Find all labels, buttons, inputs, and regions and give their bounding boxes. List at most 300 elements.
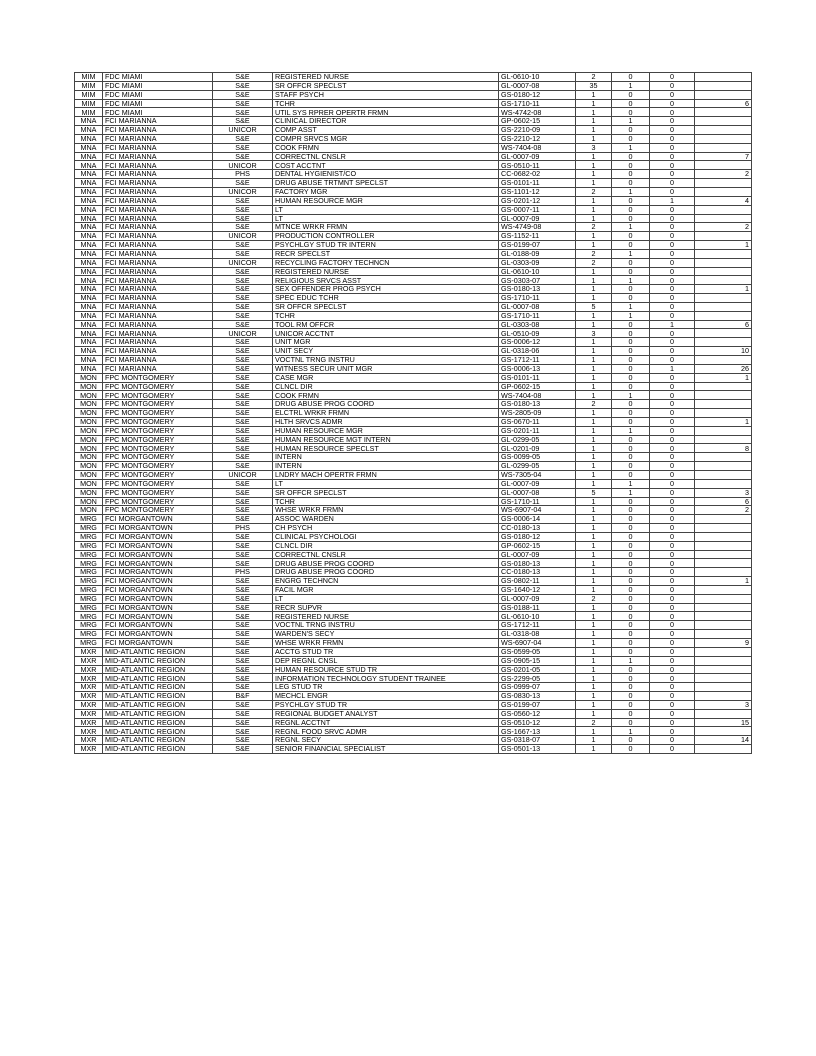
position-title-cell: UTIL SYS RPRER OPERTR FRMN bbox=[273, 108, 499, 117]
count-b-cell: 1 bbox=[612, 302, 650, 311]
count-a-cell: 1 bbox=[576, 99, 612, 108]
count-b-cell: 0 bbox=[612, 647, 650, 656]
count-b-cell: 1 bbox=[612, 311, 650, 320]
count-c-cell: 0 bbox=[650, 373, 695, 382]
count-c-cell: 0 bbox=[650, 612, 695, 621]
fund-cell: S&E bbox=[213, 347, 273, 356]
count-a-cell: 1 bbox=[576, 603, 612, 612]
fund-cell: S&E bbox=[213, 179, 273, 188]
table-row bbox=[75, 444, 752, 453]
grade-cell: GS-1712-11 bbox=[499, 356, 576, 365]
institution-cell: FCI MORGANTOWN bbox=[103, 603, 213, 612]
count-a-cell: 1 bbox=[576, 683, 612, 692]
table-row bbox=[75, 426, 752, 435]
count-d-cell bbox=[695, 709, 752, 718]
count-c-cell: 0 bbox=[650, 187, 695, 196]
institution-cell: FCI MARIANNA bbox=[103, 223, 213, 232]
grade-cell: GS-0201-11 bbox=[499, 426, 576, 435]
count-d-cell: 1 bbox=[695, 417, 752, 426]
table-row bbox=[75, 417, 752, 426]
location-code-cell: MRG bbox=[75, 541, 103, 550]
institution-cell: FCI MARIANNA bbox=[103, 249, 213, 258]
position-title-cell: DRUG ABUSE PROG COORD bbox=[273, 568, 499, 577]
grade-cell: GL-0007-09 bbox=[499, 152, 576, 161]
position-title-cell: SENIOR FINANCIAL SPECIALIST bbox=[273, 745, 499, 754]
grade-cell: WS-6907-04 bbox=[499, 639, 576, 648]
count-d-cell bbox=[695, 134, 752, 143]
table-row bbox=[75, 577, 752, 586]
institution-cell: FCI MARIANNA bbox=[103, 143, 213, 152]
grade-cell: GL-0610-10 bbox=[499, 73, 576, 82]
table-row bbox=[75, 276, 752, 285]
position-title-cell: CLINICAL DIRECTOR bbox=[273, 117, 499, 126]
table-row bbox=[75, 285, 752, 294]
grade-cell: WS-6907-04 bbox=[499, 506, 576, 515]
institution-cell: FPC MONTGOMERY bbox=[103, 409, 213, 418]
fund-cell: PHS bbox=[213, 170, 273, 179]
table-row bbox=[75, 453, 752, 462]
grade-cell: GS-0180-13 bbox=[499, 400, 576, 409]
table-row bbox=[75, 187, 752, 196]
location-code-cell: MON bbox=[75, 391, 103, 400]
location-code-cell: MXR bbox=[75, 727, 103, 736]
count-d-cell bbox=[695, 126, 752, 135]
table-row bbox=[75, 665, 752, 674]
table-row bbox=[75, 745, 752, 754]
fund-cell: S&E bbox=[213, 585, 273, 594]
count-a-cell: 5 bbox=[576, 302, 612, 311]
count-a-cell: 1 bbox=[576, 214, 612, 223]
table-row bbox=[75, 550, 752, 559]
institution-cell: FPC MONTGOMERY bbox=[103, 497, 213, 506]
fund-cell: S&E bbox=[213, 435, 273, 444]
institution-cell: MID-ATLANTIC REGION bbox=[103, 692, 213, 701]
count-b-cell: 0 bbox=[612, 329, 650, 338]
count-c-cell: 0 bbox=[650, 417, 695, 426]
count-d-cell bbox=[695, 329, 752, 338]
count-c-cell: 0 bbox=[650, 453, 695, 462]
count-c-cell: 0 bbox=[650, 143, 695, 152]
count-d-cell bbox=[695, 81, 752, 90]
count-b-cell: 0 bbox=[612, 612, 650, 621]
position-title-cell: FACIL MGR bbox=[273, 585, 499, 594]
count-b-cell: 0 bbox=[612, 506, 650, 515]
fund-cell: S&E bbox=[213, 152, 273, 161]
fund-cell: S&E bbox=[213, 294, 273, 303]
table-row bbox=[75, 214, 752, 223]
count-a-cell: 1 bbox=[576, 435, 612, 444]
count-d-cell bbox=[695, 727, 752, 736]
table-row bbox=[75, 700, 752, 709]
fund-cell: UNICOR bbox=[213, 161, 273, 170]
institution-cell: FCI MARIANNA bbox=[103, 347, 213, 356]
grade-cell: WS-2805-09 bbox=[499, 409, 576, 418]
count-d-cell bbox=[695, 594, 752, 603]
institution-cell: FCI MARIANNA bbox=[103, 232, 213, 241]
table-row bbox=[75, 585, 752, 594]
count-d-cell: 9 bbox=[695, 639, 752, 648]
location-code-cell: MNA bbox=[75, 179, 103, 188]
count-a-cell: 2 bbox=[576, 258, 612, 267]
institution-cell: MID-ATLANTIC REGION bbox=[103, 683, 213, 692]
count-a-cell: 1 bbox=[576, 294, 612, 303]
count-a-cell: 1 bbox=[576, 727, 612, 736]
grade-cell: GL-0303-08 bbox=[499, 320, 576, 329]
table-row bbox=[75, 347, 752, 356]
count-c-cell: 0 bbox=[650, 311, 695, 320]
count-a-cell: 1 bbox=[576, 700, 612, 709]
location-code-cell: MXR bbox=[75, 736, 103, 745]
location-code-cell: MRG bbox=[75, 524, 103, 533]
position-title-cell: MTNCE WRKR FRMN bbox=[273, 223, 499, 232]
fund-cell: UNICOR bbox=[213, 126, 273, 135]
count-d-cell bbox=[695, 232, 752, 241]
table-row bbox=[75, 258, 752, 267]
location-code-cell: MXR bbox=[75, 674, 103, 683]
position-title-cell: SEX OFFENDER PROG PSYCH bbox=[273, 285, 499, 294]
position-title-cell: RECYCLING FACTORY TECHNCN bbox=[273, 258, 499, 267]
count-d-cell bbox=[695, 568, 752, 577]
location-code-cell: MON bbox=[75, 470, 103, 479]
fund-cell: S&E bbox=[213, 417, 273, 426]
table-row bbox=[75, 73, 752, 82]
institution-cell: FCI MARIANNA bbox=[103, 294, 213, 303]
fund-cell: S&E bbox=[213, 577, 273, 586]
count-b-cell: 1 bbox=[612, 488, 650, 497]
position-title-cell: DEP REGNL CNSL bbox=[273, 656, 499, 665]
position-title-cell: LNDRY MACH OPERTR FRMN bbox=[273, 470, 499, 479]
table-row bbox=[75, 736, 752, 745]
grade-cell: GL-0610-10 bbox=[499, 612, 576, 621]
count-b-cell: 0 bbox=[612, 285, 650, 294]
grade-cell: GS-0830-13 bbox=[499, 692, 576, 701]
grade-cell: GS-0510-11 bbox=[499, 161, 576, 170]
count-c-cell: 0 bbox=[650, 488, 695, 497]
count-a-cell: 1 bbox=[576, 382, 612, 391]
grade-cell: GS-1710-11 bbox=[499, 311, 576, 320]
fund-cell: S&E bbox=[213, 674, 273, 683]
location-code-cell: MRG bbox=[75, 550, 103, 559]
location-code-cell: MON bbox=[75, 444, 103, 453]
institution-cell: FCI MARIANNA bbox=[103, 126, 213, 135]
fund-cell: S&E bbox=[213, 497, 273, 506]
position-title-cell: COMP ASST bbox=[273, 126, 499, 135]
location-code-cell: MON bbox=[75, 409, 103, 418]
count-d-cell: 10 bbox=[695, 347, 752, 356]
grade-cell: GS-0099-05 bbox=[499, 453, 576, 462]
institution-cell: FCI MARIANNA bbox=[103, 267, 213, 276]
count-a-cell: 1 bbox=[576, 417, 612, 426]
fund-cell: S&E bbox=[213, 356, 273, 365]
grade-cell: GS-0180-13 bbox=[499, 559, 576, 568]
count-d-cell bbox=[695, 647, 752, 656]
institution-cell: FCI MARIANNA bbox=[103, 276, 213, 285]
fund-cell: S&E bbox=[213, 621, 273, 630]
location-code-cell: MNA bbox=[75, 196, 103, 205]
count-a-cell: 1 bbox=[576, 134, 612, 143]
location-code-cell: MON bbox=[75, 497, 103, 506]
institution-cell: FCI MORGANTOWN bbox=[103, 612, 213, 621]
count-d-cell: 4 bbox=[695, 196, 752, 205]
table-row bbox=[75, 267, 752, 276]
table-row bbox=[75, 143, 752, 152]
position-title-cell: SR OFFCR SPECLST bbox=[273, 488, 499, 497]
position-title-cell: CORRECTNL CNSLR bbox=[273, 550, 499, 559]
count-b-cell: 0 bbox=[612, 524, 650, 533]
fund-cell: S&E bbox=[213, 444, 273, 453]
count-c-cell: 0 bbox=[650, 515, 695, 524]
count-a-cell: 1 bbox=[576, 585, 612, 594]
table-row bbox=[75, 470, 752, 479]
count-d-cell: 14 bbox=[695, 736, 752, 745]
grade-cell: WS-4742-08 bbox=[499, 108, 576, 117]
position-title-cell: HLTH SRVCS ADMR bbox=[273, 417, 499, 426]
institution-cell: FCI MARIANNA bbox=[103, 196, 213, 205]
count-c-cell: 0 bbox=[650, 400, 695, 409]
position-title-cell: COMPR SRVCS MGR bbox=[273, 134, 499, 143]
count-a-cell: 1 bbox=[576, 709, 612, 718]
institution-cell: MID-ATLANTIC REGION bbox=[103, 647, 213, 656]
count-a-cell: 1 bbox=[576, 550, 612, 559]
fund-cell: S&E bbox=[213, 745, 273, 754]
count-d-cell bbox=[695, 258, 752, 267]
count-b-cell: 0 bbox=[612, 409, 650, 418]
count-b-cell: 1 bbox=[612, 187, 650, 196]
count-b-cell: 0 bbox=[612, 99, 650, 108]
count-c-cell: 0 bbox=[650, 294, 695, 303]
fund-cell: S&E bbox=[213, 515, 273, 524]
location-code-cell: MNA bbox=[75, 302, 103, 311]
grade-cell: GS-0905-15 bbox=[499, 656, 576, 665]
count-d-cell bbox=[695, 470, 752, 479]
count-d-cell bbox=[695, 453, 752, 462]
position-title-cell: RECR SUPVR bbox=[273, 603, 499, 612]
position-title-cell: UNICOR ACCTNT bbox=[273, 329, 499, 338]
count-d-cell: 6 bbox=[695, 320, 752, 329]
position-title-cell: VOCTNL TRNG INSTRU bbox=[273, 356, 499, 365]
count-b-cell: 0 bbox=[612, 179, 650, 188]
count-a-cell: 1 bbox=[576, 409, 612, 418]
count-b-cell: 0 bbox=[612, 258, 650, 267]
position-title-cell: ACCTG STUD TR bbox=[273, 647, 499, 656]
count-d-cell bbox=[695, 294, 752, 303]
count-b-cell: 0 bbox=[612, 435, 650, 444]
count-d-cell bbox=[695, 462, 752, 471]
count-a-cell: 1 bbox=[576, 108, 612, 117]
location-code-cell: MRG bbox=[75, 585, 103, 594]
location-code-cell: MNA bbox=[75, 329, 103, 338]
count-c-cell: 0 bbox=[650, 497, 695, 506]
count-a-cell: 1 bbox=[576, 373, 612, 382]
location-code-cell: MXR bbox=[75, 700, 103, 709]
count-d-cell bbox=[695, 161, 752, 170]
count-a-cell: 1 bbox=[576, 320, 612, 329]
table-row bbox=[75, 170, 752, 179]
count-d-cell: 6 bbox=[695, 497, 752, 506]
count-a-cell: 2 bbox=[576, 249, 612, 258]
table-row bbox=[75, 683, 752, 692]
count-b-cell: 0 bbox=[612, 559, 650, 568]
count-c-cell: 0 bbox=[650, 99, 695, 108]
position-title-cell: CLNCL DIR bbox=[273, 382, 499, 391]
location-code-cell: MON bbox=[75, 462, 103, 471]
institution-cell: FCI MARIANNA bbox=[103, 329, 213, 338]
institution-cell: FPC MONTGOMERY bbox=[103, 426, 213, 435]
fund-cell: S&E bbox=[213, 453, 273, 462]
location-code-cell: MON bbox=[75, 417, 103, 426]
grade-cell: GL-0007-08 bbox=[499, 488, 576, 497]
grade-cell: GL-0303-09 bbox=[499, 258, 576, 267]
grade-cell: GL-0299-05 bbox=[499, 462, 576, 471]
count-c-cell: 0 bbox=[650, 152, 695, 161]
position-title-cell: DRUG ABUSE PROG COORD bbox=[273, 400, 499, 409]
table-row bbox=[75, 223, 752, 232]
grade-cell: GS-0006-12 bbox=[499, 338, 576, 347]
fund-cell: S&E bbox=[213, 320, 273, 329]
count-c-cell: 0 bbox=[650, 639, 695, 648]
grade-cell: GS-0318-07 bbox=[499, 736, 576, 745]
position-title-cell: DENTAL HYGIENIST/CO bbox=[273, 170, 499, 179]
count-a-cell: 35 bbox=[576, 81, 612, 90]
grade-cell: GS-2210-09 bbox=[499, 126, 576, 135]
count-d-cell bbox=[695, 276, 752, 285]
table-row bbox=[75, 382, 752, 391]
institution-cell: FCI MORGANTOWN bbox=[103, 585, 213, 594]
count-a-cell: 2 bbox=[576, 594, 612, 603]
table-row bbox=[75, 108, 752, 117]
table-row bbox=[75, 117, 752, 126]
fund-cell: S&E bbox=[213, 639, 273, 648]
count-c-cell: 0 bbox=[650, 170, 695, 179]
grade-cell: GL-0007-09 bbox=[499, 479, 576, 488]
count-d-cell bbox=[695, 541, 752, 550]
count-b-cell: 1 bbox=[612, 426, 650, 435]
grade-cell: GS-0599-05 bbox=[499, 647, 576, 656]
position-title-cell: SR OFFCR SPECLST bbox=[273, 302, 499, 311]
institution-cell: FCI MORGANTOWN bbox=[103, 594, 213, 603]
count-d-cell bbox=[695, 205, 752, 214]
table-row bbox=[75, 594, 752, 603]
count-d-cell bbox=[695, 426, 752, 435]
count-b-cell: 0 bbox=[612, 700, 650, 709]
table-row bbox=[75, 524, 752, 533]
position-title-cell: HUMAN RESOURCE SPECLST bbox=[273, 444, 499, 453]
table-row bbox=[75, 320, 752, 329]
count-c-cell: 0 bbox=[650, 665, 695, 674]
count-b-cell: 0 bbox=[612, 356, 650, 365]
count-b-cell: 0 bbox=[612, 709, 650, 718]
location-code-cell: MRG bbox=[75, 577, 103, 586]
table-row bbox=[75, 99, 752, 108]
count-c-cell: 0 bbox=[650, 683, 695, 692]
fund-cell: S&E bbox=[213, 550, 273, 559]
count-c-cell: 0 bbox=[650, 709, 695, 718]
count-b-cell: 0 bbox=[612, 462, 650, 471]
table-row bbox=[75, 356, 752, 365]
count-b-cell: 0 bbox=[612, 550, 650, 559]
count-b-cell: 1 bbox=[612, 276, 650, 285]
table-row bbox=[75, 435, 752, 444]
location-code-cell: MRG bbox=[75, 630, 103, 639]
count-c-cell: 0 bbox=[650, 444, 695, 453]
count-a-cell: 1 bbox=[576, 232, 612, 241]
position-title-cell: REGISTERED NURSE bbox=[273, 267, 499, 276]
count-c-cell: 0 bbox=[650, 329, 695, 338]
location-code-cell: MNA bbox=[75, 117, 103, 126]
fund-cell: S&E bbox=[213, 630, 273, 639]
count-d-cell bbox=[695, 674, 752, 683]
fund-cell: S&E bbox=[213, 683, 273, 692]
position-title-cell: UNIT MGR bbox=[273, 338, 499, 347]
location-code-cell: MON bbox=[75, 426, 103, 435]
count-b-cell: 0 bbox=[612, 382, 650, 391]
position-title-cell: DRUG ABUSE TRTMNT SPECLST bbox=[273, 179, 499, 188]
grade-cell: GS-1152-11 bbox=[499, 232, 576, 241]
fund-cell: UNICOR bbox=[213, 258, 273, 267]
fund-cell: S&E bbox=[213, 612, 273, 621]
count-b-cell: 0 bbox=[612, 320, 650, 329]
fund-cell: S&E bbox=[213, 559, 273, 568]
count-d-cell: 1 bbox=[695, 373, 752, 382]
institution-cell: MID-ATLANTIC REGION bbox=[103, 674, 213, 683]
fund-cell: S&E bbox=[213, 196, 273, 205]
count-c-cell: 0 bbox=[650, 718, 695, 727]
fund-cell: S&E bbox=[213, 223, 273, 232]
count-c-cell: 0 bbox=[650, 594, 695, 603]
count-b-cell: 0 bbox=[612, 73, 650, 82]
fund-cell: S&E bbox=[213, 267, 273, 276]
position-title-cell: DRUG ABUSE PROG COORD bbox=[273, 559, 499, 568]
institution-cell: FCI MORGANTOWN bbox=[103, 559, 213, 568]
fund-cell: UNICOR bbox=[213, 329, 273, 338]
table-row bbox=[75, 718, 752, 727]
count-c-cell: 0 bbox=[650, 559, 695, 568]
table-row bbox=[75, 241, 752, 250]
location-code-cell: MRG bbox=[75, 515, 103, 524]
fund-cell: S&E bbox=[213, 541, 273, 550]
fund-cell: S&E bbox=[213, 276, 273, 285]
table-row bbox=[75, 90, 752, 99]
grade-cell: GS-0188-11 bbox=[499, 603, 576, 612]
institution-cell: FPC MONTGOMERY bbox=[103, 479, 213, 488]
fund-cell: S&E bbox=[213, 727, 273, 736]
fund-cell: S&E bbox=[213, 373, 273, 382]
count-a-cell: 1 bbox=[576, 736, 612, 745]
location-code-cell: MON bbox=[75, 479, 103, 488]
fund-cell: S&E bbox=[213, 479, 273, 488]
count-c-cell: 0 bbox=[650, 90, 695, 99]
count-b-cell: 1 bbox=[612, 143, 650, 152]
count-b-cell: 0 bbox=[612, 205, 650, 214]
count-a-cell: 1 bbox=[576, 621, 612, 630]
position-title-cell: REGISTERED NURSE bbox=[273, 612, 499, 621]
position-title-cell: HUMAN RESOURCE MGR bbox=[273, 196, 499, 205]
fund-cell: S&E bbox=[213, 285, 273, 294]
grade-cell: WS-7404-08 bbox=[499, 391, 576, 400]
institution-cell: FCI MARIANNA bbox=[103, 152, 213, 161]
institution-cell: FCI MARIANNA bbox=[103, 356, 213, 365]
location-code-cell: MNA bbox=[75, 347, 103, 356]
table-row bbox=[75, 329, 752, 338]
position-title-cell: HUMAN RESOURCE STUD TR bbox=[273, 665, 499, 674]
grade-cell: GL-0318-08 bbox=[499, 630, 576, 639]
location-code-cell: MNA bbox=[75, 294, 103, 303]
location-code-cell: MRG bbox=[75, 639, 103, 648]
fund-cell: S&E bbox=[213, 214, 273, 223]
grade-cell: GS-0101-11 bbox=[499, 179, 576, 188]
institution-cell: FCI MORGANTOWN bbox=[103, 541, 213, 550]
count-d-cell bbox=[695, 435, 752, 444]
